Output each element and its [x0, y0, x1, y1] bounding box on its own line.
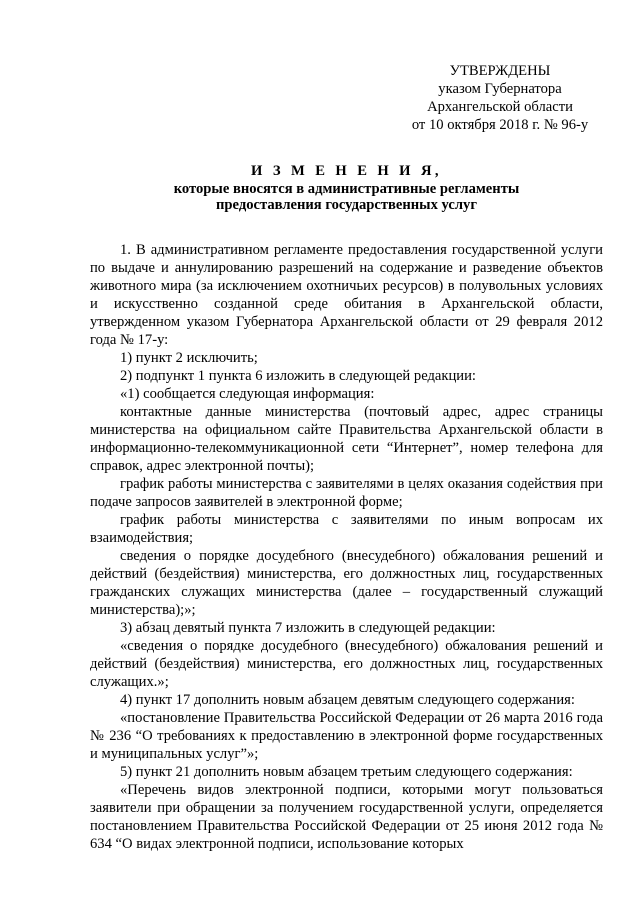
paragraph-government-decree: «постановление Правительства Российской Федерации от 26 марта 2016 года № 236 “О требованиях к предоставлению в электронной форме государственных и муниципальных услуг”»; — [90, 710, 603, 762]
paragraph-schedule-electronic: график работы министерства с заявителями в целях оказания содействия при подаче запросов заявителей в электронной форме; — [90, 476, 603, 510]
paragraph-point-2: 2) подпункт 1 пункта 6 изложить в следующей редакции: — [120, 368, 476, 384]
document-subtitle-line-1: которые вносятся в административные регламенты — [173, 181, 520, 197]
paragraph-point-3: 3) абзац девятый пункта 7 изложить в следующей редакции: — [120, 620, 496, 636]
paragraph-appeal-procedure: сведения о порядке досудебного (внесудебного) обжалования решений и действий (бездействия) министерства, его должностных лиц, государственных гражданских служащих министерства (далее – государственный служащий министерства);»; — [90, 548, 603, 618]
paragraph-schedule-other: график работы министерства с заявителями по иным вопросам их взаимодействия; — [90, 512, 603, 546]
paragraph-point-4: 4) пункт 17 дополнить новым абзацем девятым следующего содержания: — [120, 692, 575, 708]
approval-authority: указом Губернатора — [438, 81, 562, 97]
approval-region: Архангельской области — [427, 99, 573, 115]
paragraph-item-1: 1. В административном регламенте предоставления государственной услуги по выдаче и аннулированию разрешений на содержание и разведение объектов животного мира (за исключением охотничьих ресурсов) в полувольных условиях и искусственно созданной среде обитания в Архангельской области, утвержденном указом Губернатора Архангельской области от 29 февраля 2012 года № 17-у: — [90, 242, 603, 348]
paragraph-appeal-info: «сведения о порядке досудебного (внесудебного) обжалования решений и действий (бездействия) министерства, его должностных лиц, государственных служащих.»; — [90, 638, 603, 690]
document-subtitle-line-2: предоставления государственных услуг — [216, 197, 477, 213]
document-heading — [90, 163, 603, 213]
approval-title: УТВЕРЖДЕНЫ — [449, 63, 551, 79]
paragraph-point-1: 1) пункт 2 исключить; — [120, 350, 258, 366]
paragraph-signature-types: «Перечень видов электронной подписи, которыми могут пользоваться заявители при обращении за получением государственной услуги, определяется постановлением Правительства Российской Федерации от 25 июня 2012 года № 634 “О видах электронной подписи, использование которых — [90, 782, 603, 852]
approval-stamp — [400, 62, 600, 134]
paragraph-quote-start: «1) сообщается следующая информация: — [120, 386, 375, 402]
approval-date-number: от 10 октября 2018 г. № 96-у — [411, 117, 589, 133]
document-body — [90, 241, 603, 853]
document-title: И З М Е Н Е Н И Я, — [251, 163, 442, 179]
paragraph-point-5: 5) пункт 21 дополнить новым абзацем третьим следующего содержания: — [120, 764, 573, 780]
paragraph-contact-data: контактные данные министерства (почтовый адрес, адрес страницы министерства на официальном сайте Правительства Архангельской области в информационно-телекоммуникационной сети “Интернет”, номер телефона для справок, адрес электронной почты); — [90, 404, 603, 474]
